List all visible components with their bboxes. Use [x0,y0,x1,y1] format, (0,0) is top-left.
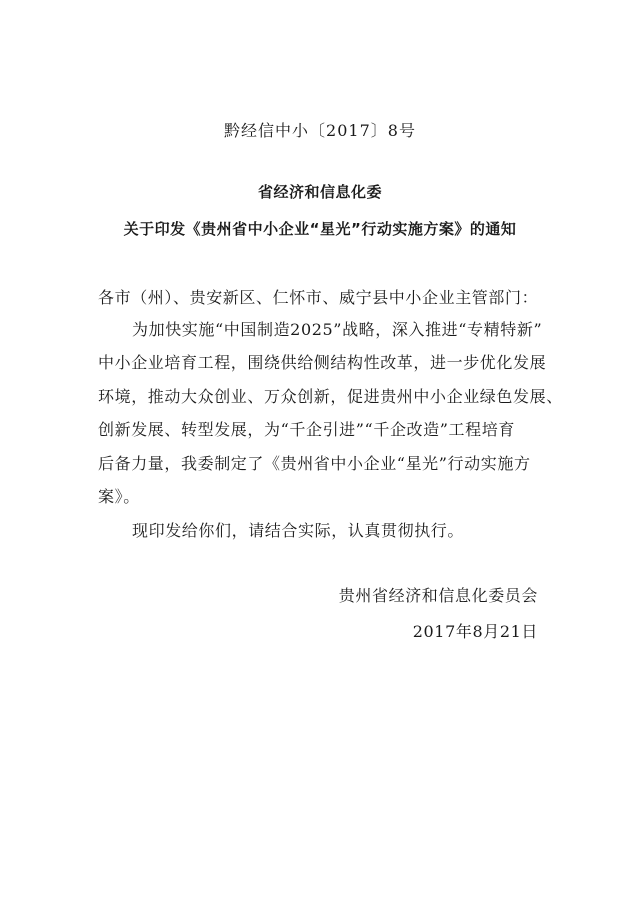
signature-organization: 贵州省经济和信息化委员会 [338,586,538,605]
title-subject: 关于印发《贵州省中小企业“星光”行动实施方案》的通知 [123,220,517,238]
title-issuer: 省经济和信息化委 [257,183,382,201]
body-line-6: 案》。 [98,487,140,506]
body-line-5: 后备力量，我委制定了《贵州省中小企业“星光”行动实施方 [98,454,531,473]
body-line-4: 创新发展、转型发展，为“千企引进”“千企改造”工程培育 [98,420,515,439]
body-line-3: 环境，推动大众创业、万众创新，促进贵州中小企业绿色发展、 [98,387,563,406]
signature-date: 2017年8月21日 [412,622,538,641]
salutation: 各市（州）、贵安新区、仁怀市、威宁县中小企业主管部门： [98,288,539,307]
document-number: 黔经信中小〔2017〕8号 [224,121,416,140]
closing-paragraph: 现印发给你们，请结合实际，认真贯彻执行。 [132,521,465,540]
body-line-2: 中小企业培育工程，围绕供给侧结构性改革，进一步优化发展 [98,353,547,372]
body-line-1: 为加快实施“中国制造2025”战略，深入推进“专精特新” [132,320,543,339]
